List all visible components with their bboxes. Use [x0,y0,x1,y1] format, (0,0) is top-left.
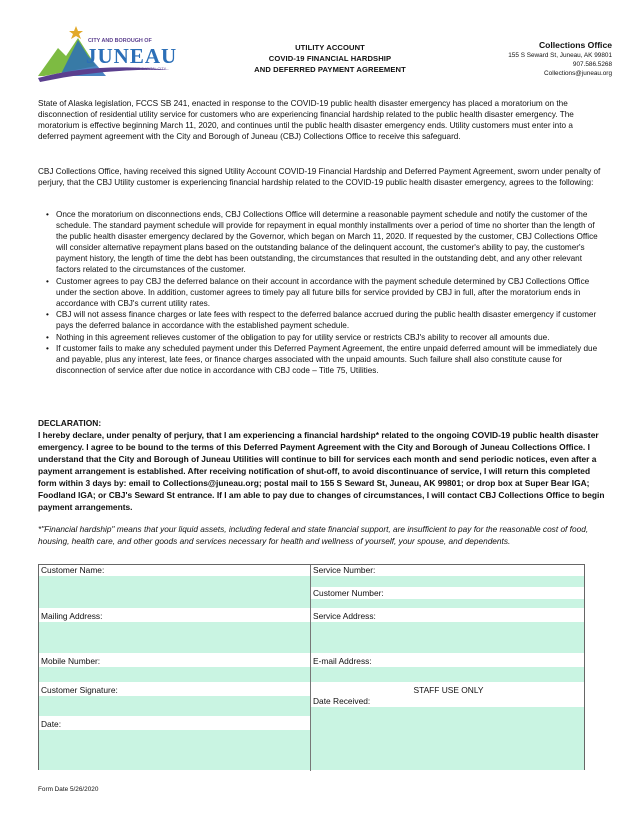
mailing-address-label: Mailing Address: [39,611,310,622]
office-address: 155 S Seward St, Juneau, AK 99801 [508,52,612,59]
customer-name-label: Customer Name: [39,565,310,576]
title-line-3: AND DEFERRED PAYMENT AGREEMENT [254,65,406,74]
agreement-intro-paragraph: CBJ Collections Office, having received this signed Utility Account COVID-19 Financial Hardship and Deferred Payment Agreement, sworn under penalty of perjury, that the CBJ Utility customer is experiencing financial hardship related to the COVID-19 public health disaster emergency, agrees to the following: [38,167,601,187]
date-received-label[interactable]: Date Received: [311,696,584,707]
email-address-label: E-mail Address: [311,656,584,667]
mobile-number-field[interactable] [39,656,310,682]
staff-use-section [311,685,584,770]
mobile-number-label: Mobile Number: [39,656,310,667]
declaration-text: I hereby declare, under penalty of perjury, that I am experiencing a financial hardship* related to the ongoing COVID-19 public health disaster emergency. I agree to be bound to the terms of this Deferred Payment Agreement with the City and Borough of Juneau Collections Office. I understand that the City and Borough of Juneau Utilities will continue to bill for services each month and send periodic notices, even after a payment arrangement is established. After receiving notification of shut-off, to avoid discontinuance of service, I will return this completed form within 3 days by: email to Collections@juneau.org; postal mail to 155 S Seward St, Juneau, AK 99801; or drop box at Super Bear IGA; Foodland IGA; or CBJ's Seward St entrance. If I am able to pay due to changes of circumstances, I will contact CBJ Collections Office to begin payment arrangements. [38,430,605,512]
term-item: • Once the moratorium on disconnections ends, CBJ Collections Office will determine a reasonable payment schedule and notify the customer of the schedule. The standard payment schedule will provide for repayment in equal monthly installments over a period of time no shorter than the length of the public health disaster emergency declared by the Governor, which began on March 11, 2020. If requested by the customer, CBJ Collections Office will consider alternative repayment plans based on the outstanding balance of the delinquent account, the customer's ability to pay, the customer's payment history, the length of time the debt has been outstanding, the circumstances that resulted in the outstanding debt, and any other relevant factors related to the circumstances of the customer. [38,209,603,275]
date-label: Date: [39,719,310,730]
form-date: Form Date 5/26/2020 [38,786,99,793]
staff-use-only-label: STAFF USE ONLY [311,685,584,696]
customer-number-label: Customer Number: [311,588,584,599]
term-item: • Customer agrees to pay CBJ the deferred balance on their account in accordance with the payment schedule determined by CBJ Collections Office under the section above. In addition, customer agrees to timely pay all future bills for service provided by CBJ in full, after the moratorium ends in accordance with CBJ's current utility rates. [38,276,603,309]
title-line-2: COVID-19 FINANCIAL HARDSHIP [268,54,392,63]
star-icon [69,26,83,39]
customer-signature-label: Customer Signature: [39,685,310,696]
service-number-label: Service Number: [311,565,584,576]
customer-signature-field[interactable] [39,685,310,716]
email-address-field[interactable] [311,656,584,682]
customer-form [38,564,585,770]
office-email: Collections@juneau.org [544,70,612,77]
financial-hardship-footnote: *"Financial hardship" means that your liquid assets, including federal and state financial support, are insufficient to pay for the reasonable cost of food, housing, health care, and other goods and services necessary for health and wellness of yourself, your spouse, and dependents. [38,524,589,546]
declaration-section [38,417,605,513]
logo-tagline: ALASKA'S CAPITAL CITY [122,67,167,71]
terms-list [38,209,603,377]
term-item: • If customer fails to make any scheduled payment under this Deferred Payment Agreement, the entire unpaid deferred amount will be immediately due and payable, plus any interest, late fees, or finance charges associated with the unpaid amounts. Such failure shall also constitute cause for disconnection of service after due notice in accordance with CBJ code – Title 75, Utilities. [38,343,603,376]
mailing-address-field[interactable] [39,611,310,653]
customer-name-field[interactable] [39,565,310,608]
term-item: • Nothing in this agreement relieves customer of the obligation to pay for utility service or restricts CBJ's ability to recover all amounts due. [38,332,603,343]
service-address-label: Service Address: [311,611,584,622]
logo-top-text: CITY AND BOROUGH OF [88,38,152,44]
date-field[interactable] [39,719,310,770]
service-number-field[interactable] [311,565,584,587]
office-name: Collections Office [538,40,612,50]
service-address-field[interactable] [311,611,584,653]
office-phone: 907.586.5268 [572,61,612,68]
declaration-heading: DECLARATION: [38,418,102,428]
term-item: • CBJ will not assess finance charges or late fees with respect to the deferred balance accrued during the public health disaster emergency if customer pays the deferred balance in accordance with the established payment schedule. [38,309,603,331]
title-line-1: UTILITY ACCOUNT [295,43,365,52]
office-contact [508,40,612,78]
document-title [220,42,440,75]
customer-number-field[interactable] [311,588,584,608]
logo-name: JUNEAU [86,44,178,68]
intro-paragraph: State of Alaska legislation, FCCS SB 241, enacted in response to the COVID-19 public health disaster emergency has placed a moratorium on the disconnection of residential utility service for customers who are experiencing financial hardship related to the public health disaster emergency. The moratorium is effective beginning March 11, 2020, and continues until the public health disaster emergency ends. Utility customers must enter into a deferred payment agreement with the City and Borough of Juneau (CBJ) Collections Office to receive this safeguard. [38,99,574,141]
cbj-logo [36,26,178,82]
